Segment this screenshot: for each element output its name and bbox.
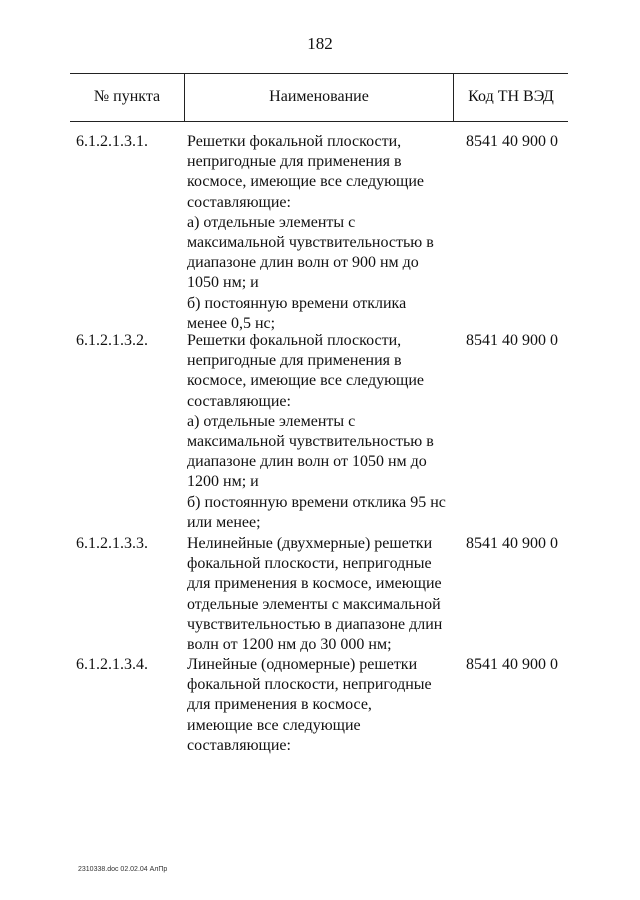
name-line: б) постоянную времени отклика 95 нс: [187, 493, 446, 511]
row-name: [187, 331, 452, 533]
name-line: непригодные для применения в: [187, 352, 402, 370]
name-line: максимальной чувствительностью в: [187, 234, 434, 252]
row-code: 8541 40 900 0: [466, 656, 558, 673]
name-line: космосе, имеющие все следующие: [187, 173, 425, 191]
name-line: 1200 нм; и: [187, 473, 259, 491]
row-name: [187, 534, 452, 655]
name-line: б) постоянную времени отклика: [187, 294, 407, 312]
name-line: Нелинейные (двухмерные) решетки: [187, 535, 433, 552]
name-line: непригодные для применения в: [187, 153, 402, 171]
row-name: [187, 655, 452, 756]
name-line: волн от 1200 нм до 30 000 нм;: [187, 636, 392, 654]
table-header: [70, 73, 568, 122]
row-name: [187, 132, 452, 334]
name-line: Линейные (одномерные) решетки: [187, 656, 418, 673]
row-code: 8541 40 900 0: [466, 535, 558, 552]
name-line: максимальной чувствительностью в: [187, 433, 434, 451]
name-line: или менее;: [187, 513, 261, 531]
name-line: имеющие все следующие: [187, 716, 361, 734]
name-line: менее 0,5 нс;: [187, 314, 276, 332]
name-line: а) отдельные элементы с: [187, 412, 356, 430]
document-footer: 2310338.doc 02.02.04 АлПр: [78, 866, 168, 873]
name-line: чувствительностью в диапазоне длин: [187, 615, 443, 633]
name-line: составляющие:: [187, 392, 291, 410]
name-line: составляющие:: [187, 736, 291, 754]
name-line: диапазоне длин волн от 900 нм до: [187, 254, 419, 272]
row-code: 8541 40 900 0: [466, 332, 558, 349]
row-number: 6.1.2.1.3.3.: [76, 535, 148, 552]
classification-table: [70, 73, 568, 754]
name-line: космосе, имеющие все следующие: [187, 372, 425, 390]
header-name: Наименование: [184, 74, 454, 121]
page-number: 182: [307, 34, 333, 53]
row-number: 6.1.2.1.3.2.: [76, 332, 148, 349]
name-line: 1050 нм; и: [187, 274, 259, 292]
row-code: 8541 40 900 0: [466, 133, 558, 150]
name-line: для применения в космосе, имеющие: [187, 575, 442, 593]
name-line: диапазоне длин волн от 1050 нм до: [187, 453, 427, 471]
name-line: составляющие:: [187, 193, 291, 211]
header-code: Код ТН ВЭД: [468, 88, 554, 105]
row-number: 6.1.2.1.3.1.: [76, 133, 148, 150]
name-line: фокальной плоскости, непригодные: [187, 676, 432, 694]
name-line: фокальной плоскости, непригодные: [187, 555, 432, 573]
name-line: а) отдельные элементы с: [187, 213, 356, 231]
name-line: Решетки фокальной плоскости,: [187, 133, 402, 150]
name-line: отдельные элементы с максимальной: [187, 595, 441, 613]
header-number: № пункта: [93, 88, 161, 105]
name-line: Решетки фокальной плоскости,: [187, 332, 402, 349]
row-number: 6.1.2.1.3.4.: [76, 656, 148, 673]
name-line: для применения в космосе,: [187, 696, 372, 714]
